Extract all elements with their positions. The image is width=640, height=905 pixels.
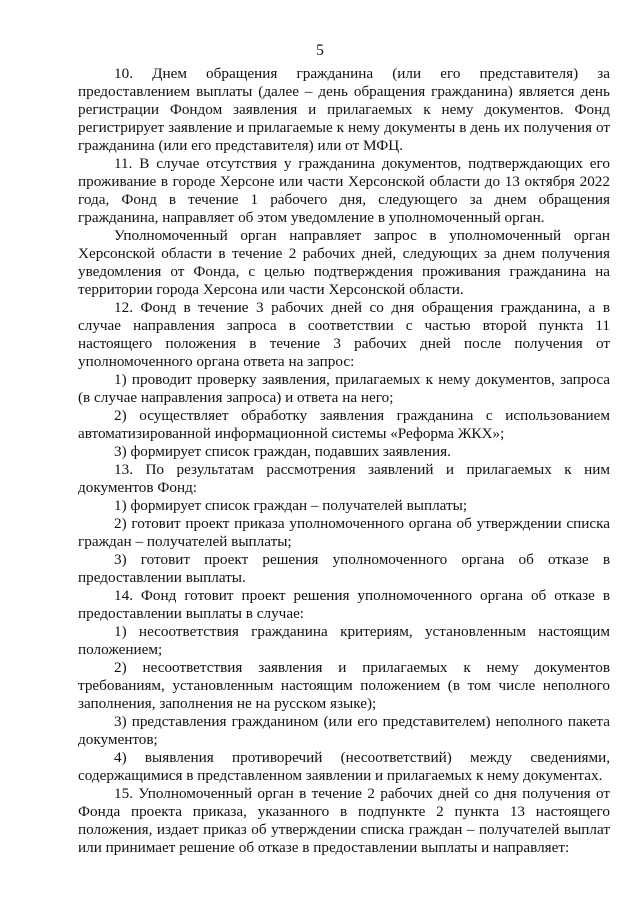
paragraph-10: 10. Днем обращения гражданина (или его представителя) за предоставлением выплаты (далее – день обращения гражданина) является день регистрации Фондом заявления и прилагаемых к нему документов. Фонд регистрирует заявление и прилагаемые к нему документы в день их получения от гражданина (или его представителя) или от МФЦ.	[78, 65, 610, 154]
paragraph-14: 14. Фонд готовит проект решения уполномоченного органа об отказе в предоставлении выплаты в случае:	[78, 587, 610, 622]
paragraph-13-item-2: 2) готовит проект приказа уполномоченного органа об утверждении списка граждан – получателей выплаты;	[78, 515, 610, 550]
paragraph-14-item-3: 3) представления гражданином (или его представителем) неполного пакета документов;	[78, 713, 610, 748]
paragraph-13-item-3: 3) готовит проект решения уполномоченного органа об отказе в предоставлении выплаты.	[78, 551, 610, 586]
paragraph-13: 13. По результатам рассмотрения заявлений и прилагаемых к ним документов Фонд:	[78, 461, 610, 496]
paragraph-12-item-1: 1) проводит проверку заявления, прилагаемых к нему документов, запроса (в случае направления запроса) и ответа на него;	[78, 371, 610, 406]
document-body	[78, 65, 610, 857]
paragraph-14-item-4: 4) выявления противоречий (несоответствий) между сведениями, содержащимися в представленном заявлении и прилагаемых к нему документах.	[78, 749, 610, 784]
paragraph-12-item-3: 3) формирует список граждан, подавших заявления.	[114, 443, 451, 460]
paragraph-11: 11. В случае отсутствия у гражданина документов, подтверждающих его проживание в городе Херсоне или части Херсонской области до 13 октября 2022 года, Фонд в течение 1 рабочего дня, следующего за днем обращения гражданина, направляет об этом уведомление в уполномоченный орган.	[78, 155, 610, 226]
page-number: 5	[316, 42, 324, 59]
paragraph-13-item-1: 1) формирует список граждан – получателей выплаты;	[114, 497, 468, 514]
paragraph-11-part-2: Уполномоченный орган направляет запрос в уполномоченный орган Херсонской области в течение 2 рабочих дней, следующих за днем получения уведомления от Фонда, с целью подтверждения проживания гражданина на территории города Херсона или части Херсонской области.	[78, 227, 610, 298]
paragraph-14-item-1: 1) несоответствия гражданина критериям, установленным настоящим положением;	[78, 623, 610, 658]
paragraph-15: 15. Уполномоченный орган в течение 2 рабочих дней со дня получения от Фонда проекта приказа, указанного в подпункте 2 пункта 13 настоящего положения, издает приказ об утверждении списка граждан – получателей выплат или принимает решение об отказе в предоставлении выплаты и направляет:	[78, 785, 610, 856]
paragraph-12-item-2: 2) осуществляет обработку заявления гражданина с использованием автоматизированной информационной системы «Реформа ЖКХ»;	[78, 407, 610, 442]
paragraph-12: 12. Фонд в течение 3 рабочих дней со дня обращения гражданина, а в случае направления запроса в соответствии с частью второй пункта 11 настоящего положения в течение 3 рабочих дней после получения от уполномоченного органа ответа на запрос:	[78, 299, 610, 370]
paragraph-14-item-2: 2) несоответствия заявления и прилагаемых к нему документов требованиям, установленным настоящим положением (в том числе неполного заполнения, заполнения не на русском языке);	[78, 659, 610, 712]
